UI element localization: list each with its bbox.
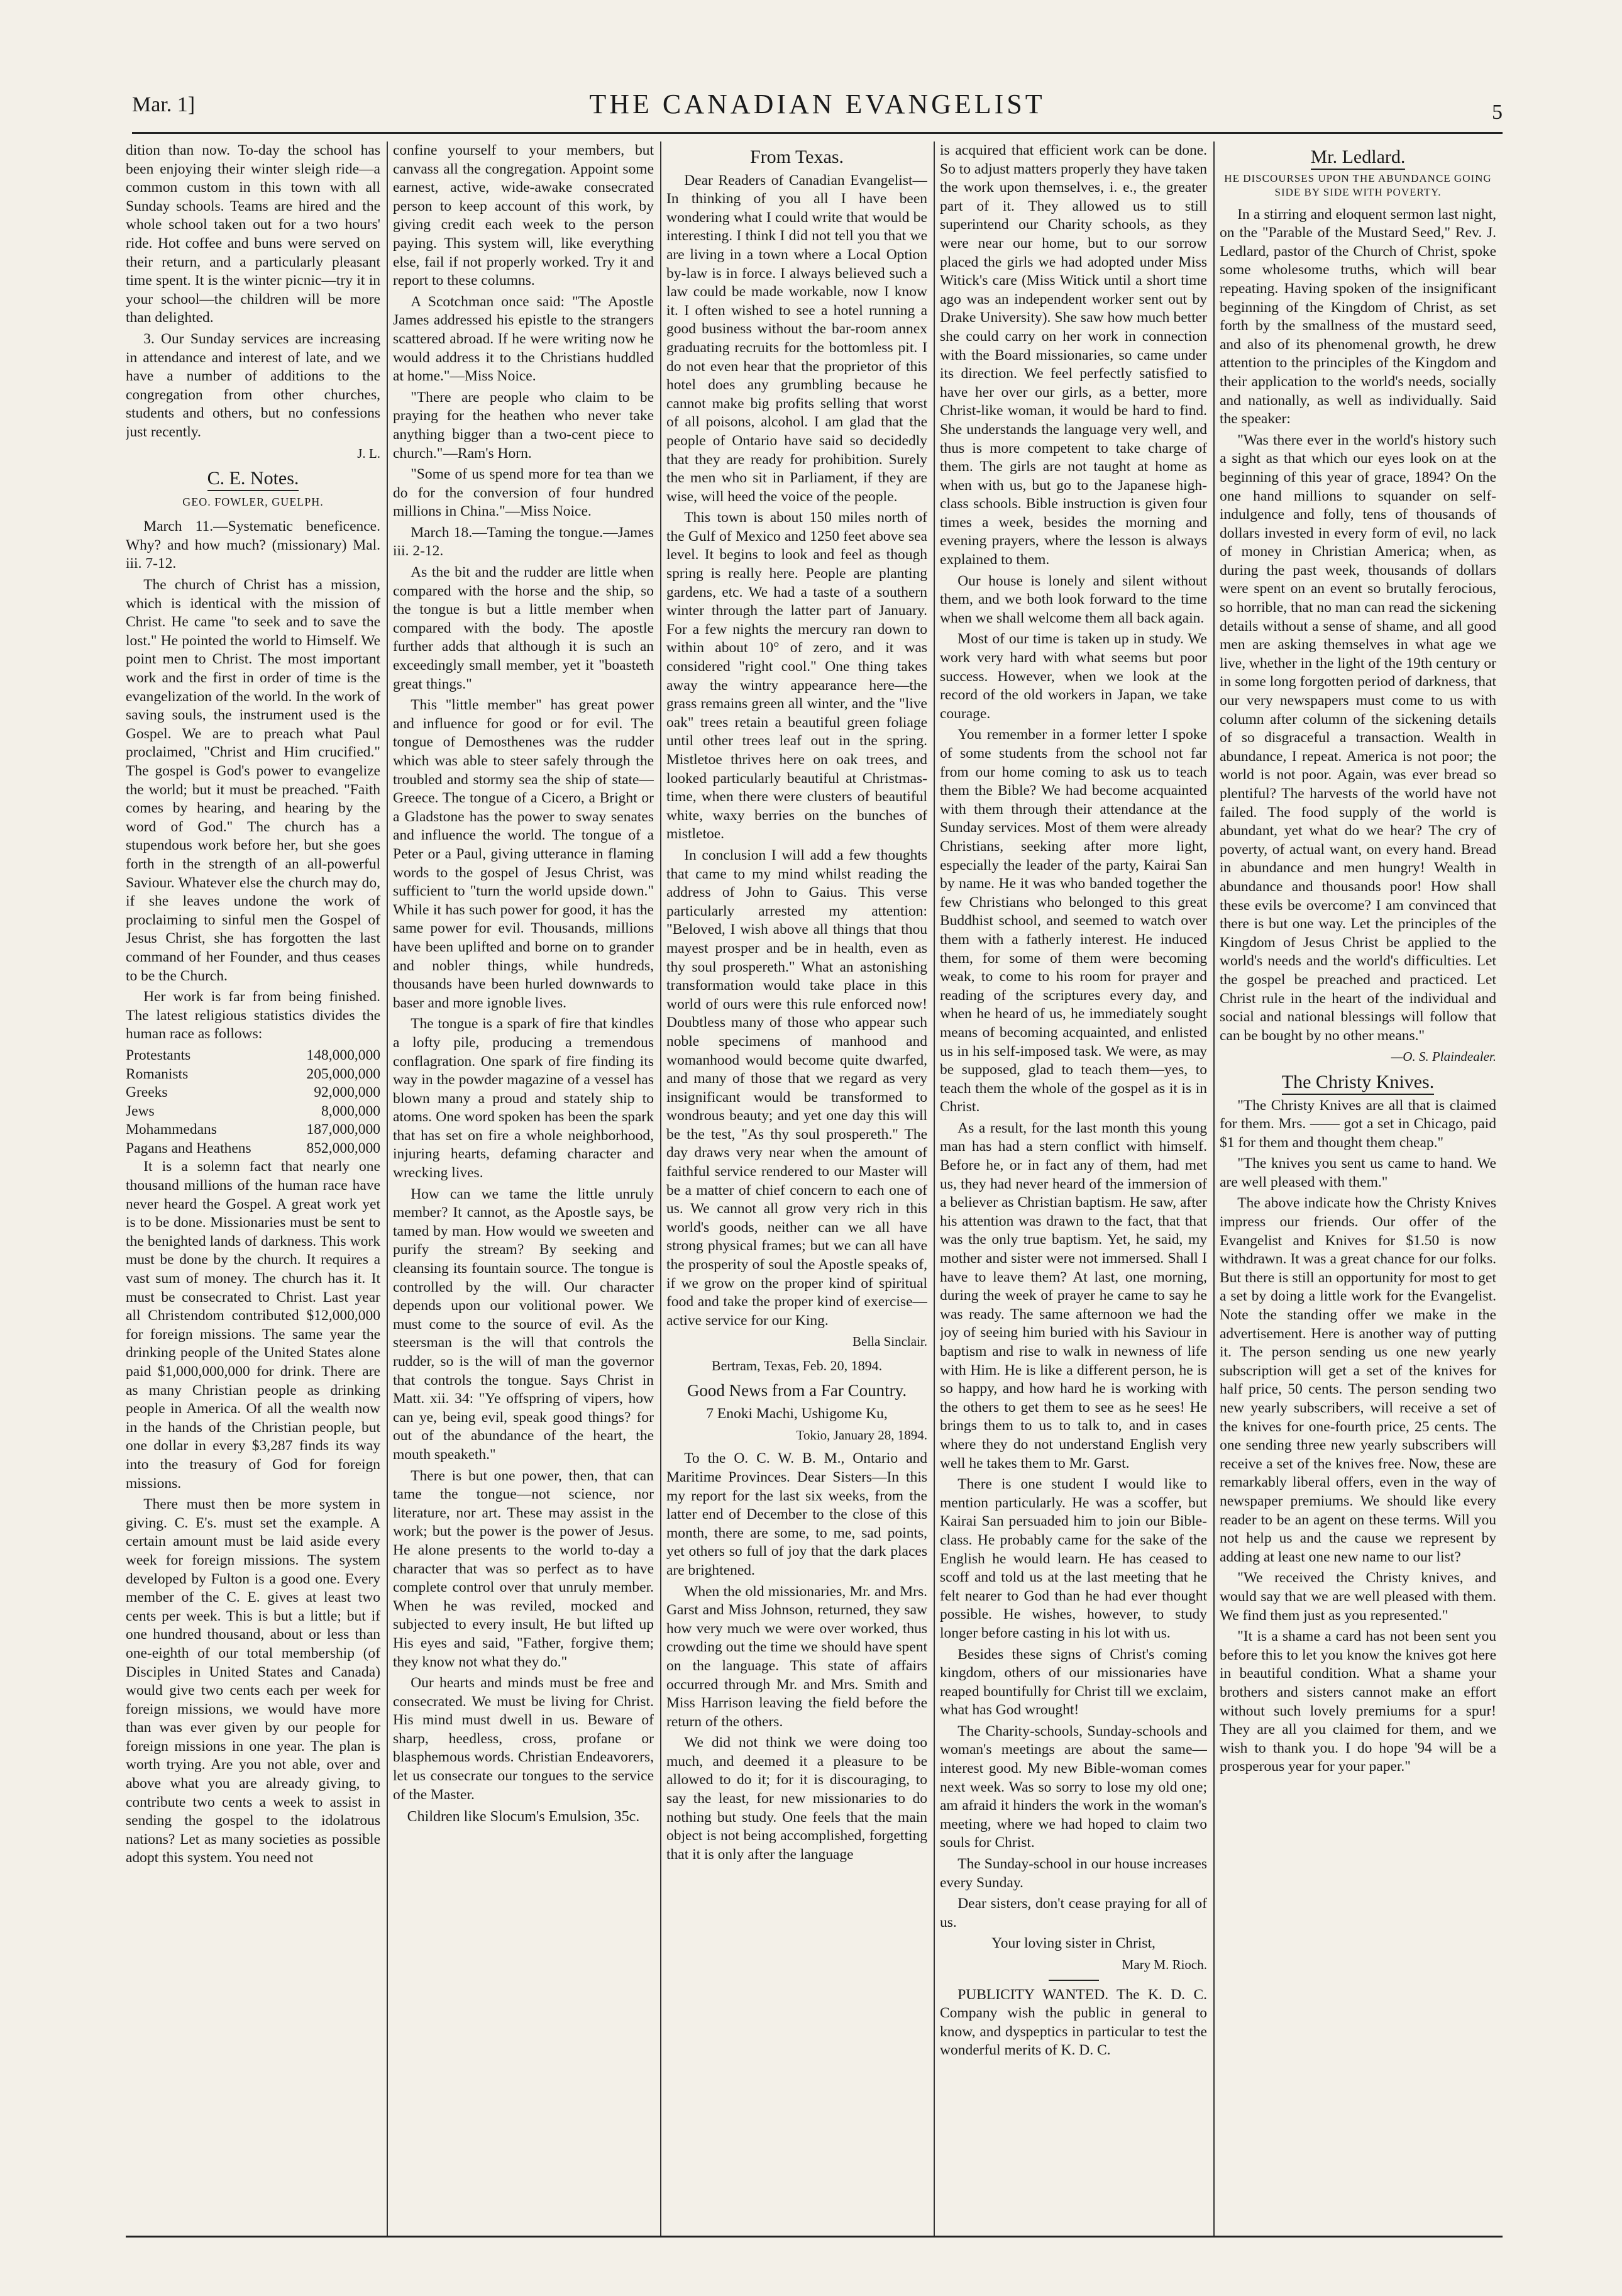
column-rule: [1213, 141, 1215, 2236]
testimonial-text: "It is a shame a card has not been sent you before this to let you know the knives got here in beautiful condition. What a shame your brothers and sisters cannot make an effort without such lovely premiums for a spur! They are all you claimed for them, and we wish to thank you. I do hope '94 will be a prosperous year for your paper.": [1220, 1628, 1496, 1775]
article-text: March 11.—Systematic beneficence. Why? and how much? (missionary) Mal. iii. 7-12.: [126, 518, 380, 572]
stat-row: Mohammedans 187,000,000: [126, 1121, 380, 1138]
article-text: is acquired that efficient work can be done. So to adjust matters properly they have taken the work upon themselves, i. e., the greater part of it. They allowed us to still superintend our Charity schools, as they were near our home, but to our sorrow placed the girls we had adopted under Miss Witick's care (Miss Witick until a short time ago was an independent worker sent out by Drake University). She saw how much better she could carry on her work in connection with the Board missionaries, so came under its direction. We feel perfectly satisfied to have her over our girls, as a better, more Christ-like woman, it would be hard to find. She understands the language very well, and thus is more competent to take charge of them. The girls are not taught at home as when with us, but go to the Japanese high-class schools. Bible instruction is given four times a week, besides the morning and evening prayers, where the lesson is always explained to them.: [940, 142, 1207, 568]
section-heading-ce-notes: C. E. Notes.: [126, 469, 380, 488]
article-text: The above indicate how the Christy Knives impress our friends. Our offer of the Evangelist and Knives for $1.50 is now withdrawn. It was a great chance for our folks. But there is still an opportunity for most to get a set by doing a little work for the Evangelist. Note the standing offer we make in the advertisement. Here is another way of putting it. The person sending us one new yearly subscription will get a set of the knives for half price, 50 cents. The person sending two new yearly subscribers, will receive a set of the knives for one-fourth price, 25 cents. The one sending three new yearly subscribers will receive a set of the knives free. Now, these are remarkably liberal offers, even in the way of newspaper premiums. We should like every reader to be an agent on these terms. Will you not help us and the cause we represent by adding at least one new name to our list?: [1220, 1195, 1496, 1565]
article-text: Our hearts and minds must be free and consecrated. We must be living for Christ. His mind must dwell in us. Beware of sharp, heedless, cross, profane or blasphemous words. Christian Endeavorers, let us consecrate our tongues to the service of the Master.: [393, 1675, 654, 1803]
stat-row: Romanists 205,000,000: [126, 1065, 380, 1082]
article-text: March 18.—Taming the tongue.—James iii. 2-12.: [393, 524, 654, 560]
article-text: This "little member" has great power and influence for good or for evil. The tongue of Demosthenes was the rudder which was able to steer safely through the troubled and stormy sea the ship of state—Greece. The tongue of a Cicero, a Bright or a Gladstone has the power to sway senates and influence the world. The tongue of a Peter or a Paul, giving utterance in flaming words to the gospel of Jesus Christ, was sufficient to "turn the world upside down." While it has such power for good, it has the same power for evil. Thousands, millions have been uplifted and borne on to grander and nobler things, while hundreds, thousands have been hurled downwards to baser and more ignoble lives.: [393, 697, 654, 1011]
article-text: The Sunday-school in our house increases every Sunday.: [940, 1856, 1207, 1891]
divider: [1049, 1980, 1099, 1981]
article-text: There must then be more system in giving. C. E's. must set the example. A certain amount must be laid aside every week for foreign missions. The system developed by Fulton is a good one. Every member of the C. E. gives at least two cents per week. This is but a little; but if one hundred thousand, about or less than one-eighth of our total membership (of Disciples in United States and Canada) would give two cents each per week for foreign missions, we would have more than was ever given by our people for foreign missions in one year. The plan is worth trying. Are you not able, over and above what you are already giving, to contribute two cents a week to assist in sending the gospel to the idolatrous nations? Let as many societies as possible adopt this system. You need not: [126, 1496, 380, 1866]
advertisement-kdc: PUBLICITY WANTED. The K. D. C. Company wish the public in general to know, and dyspeptics in particular to test the wonderful merits of K. D. C.: [940, 1986, 1207, 2059]
section-heading-christy-knives: The Christy Knives.: [1220, 1073, 1496, 1092]
advertisement-slocum: Children like Slocum's Emulsion, 35c.: [407, 1809, 640, 1826]
article-text: confine yourself to your members, but canvass all the congregation. Appoint some earnest, active, wide-awake consecrated person to keep account of this work, by giving credit each week to the person paying. This system will, like everything else, fail if not properly worked. Try it and report to these columns.: [393, 142, 654, 289]
section-heading-from-texas: From Texas.: [749, 147, 844, 167]
address-line: Tokio, January 28, 1894.: [796, 1427, 927, 1443]
column-1: [126, 141, 380, 2236]
page-number: 5: [1492, 101, 1503, 124]
article-text: Besides these signs of Christ's coming kingdom, others of our missionaries have reaped bountifully for Christ till we exclaim, what has God wrought!: [940, 1646, 1207, 1719]
article-text: You remember in a former letter I spoke of some students from the school not far from our home coming to ask us to teach them the Bible? We had become acquainted with them through their attendance at the Sunday services. Most of them were already Christians, seeking after more light, especially the leader of the party, Kairai San by name. He it was who banded together the few Christians who belonged to this great Buddhist school, and seemed to watch over them with a fatherly interest. He induced them, for some of them were becoming weak, to come to his room for prayer and reading of the scriptures every day, and when he heard of us, he immediately sought means of becoming acquainted, and enlisted us in his self-imposed task. We were, as may be supposed, glad to teach them—yes, to teach them the whole of the gospel as it is in Christ.: [940, 726, 1207, 1116]
article-text: Most of our time is taken up in study. We work very hard with what seems but poor success. However, when we look at the record of the old workers in Japan, we take courage.: [940, 631, 1207, 722]
testimonial-text: "The knives you sent us came to hand. We are well pleased with them.": [1220, 1155, 1496, 1190]
article-text: "Some of us spend more for tea than we do for the conversion of four hundred millions in China."—Miss Noice.: [393, 466, 654, 520]
article-text: Dear sisters, don't cease praying for all of us.: [940, 1895, 1207, 1931]
column-4: [940, 141, 1207, 2236]
article-text: "There are people who claim to be praying for the heathen who never take anything bigger than a two-cent piece to church."—Ram's Horn.: [393, 389, 654, 462]
article-text: In a stirring and eloquent sermon last night, on the "Parable of the Mustard Seed," Rev. J. Ledlard, pastor of the Church of Christ, spoke some wholesome truths, which will bear repeating. Having spoken of the insignificant beginning of the Kingdom of Christ, as set forth by the smallness of the mustard seed, and also of its phenomenal growth, he drew attention to the principles of the Kingdom and their application to the world's needs, socially and nationally, as well as individually. Said the speaker:: [1220, 206, 1496, 428]
article-text: As a result, for the last month this young man has had a stern conflict with himself. Before he, or in fact any of them, had met us, they had never heard of the immersion of a believer as Christian baptism. He saw, after his attention was drawn to the fact, that that was the only true baptism. Yet, he said, my mother and sister were not immersed. Shall I have to leave them? At last, one morning, during the week of prayer he came to say he was ready. The same afternoon we had the joy of seeing him buried with his Saviour in baptism and rise to walk in newness of life with Him. He is like a different person, he is so happy, and how hard he is working with the others to get them to see as he sees! He brings them to us to talk to, and in cases where they do not understand English very well he takes them to Mr. Garst.: [940, 1119, 1207, 1472]
page-header: [132, 88, 1503, 134]
article-text: "Was there ever in the world's history such a sight as that which our eyes look on at the beginning of this year of grace, 1894? On the one hand millions to squander on self-indulgence and folly, tens of thousands of dollars invested in every form of evil, no lack of money in Christian America; when, as during the past week, thousands of dollars were spent on an event so brutally ferocious, so horrible, that no man can read the sickening details without a sense of shame, and all good men are asking themselves in what age we live, whether in the light of the 19th century or in some long forgotten period of darkness, that our very newspapers must come to us with column after column of the sickening details of so disgraceful a transaction. Wealth in abundance, I repeat. America is not poor; the world is not poor. Again, was ever bread so plentiful? The harvests of the world have not failed. The food supply of the world is abundant, yet what do we hear? The cry of poverty, of actual want, on every hand. Bread in abundance and men hungry! Wealth in abundance and thousands poor! How shall these evils be overcome? I am convinced that there is but one way. Let the principles of the Kingdom of Jesus Christ be applied to the world's needs and the world's difficulties. Let the gospel be preached and practiced. Let Christ rule in the heart of the individual and social and national blessings will follow that can be bought by no other means.": [1220, 431, 1496, 1044]
testimonial-text: "The Christy Knives are all that is claimed for them. Mrs. —— got a set in Chicago, paid $1 for them and thought them cheap.": [1220, 1097, 1496, 1151]
article-text: There is but one power, then, that can tame the tongue—not science, nor literature, nor art. These may assist in the work; but the power is the power of Jesus. He alone presents to the world to-day a character that was so perfect as to have complete control over that unruly member. When he was reviled, mocked and subjected to every insult, He but lifted up His eyes and said, "Father, forgive them; they know not what they do.": [393, 1467, 654, 1670]
testimonial-text: "We received the Christy knives, and would say that we are well pleased with them. We find them just as you represented.": [1220, 1570, 1496, 1624]
article-text: To the O. C. W. B. M., Ontario and Maritime Provinces. Dear Sisters—In this my report for the last six weeks, from the latter end of December to the close of this month, there are some, to me, sad points, yet others so full of joy that the dark places are brightened.: [666, 1450, 927, 1578]
source-credit: —O. S. Plaindealer.: [1391, 1049, 1496, 1065]
column-3: [666, 141, 927, 2236]
article-text: dition than now. To-day the school has been enjoying their winter sleigh ride—a common custom in this town with all Sunday schools. Teams are hired and the whole school taken out for a two hours' ride. Hot coffee and buns were served on their return, and a particularly pleasant time spent. It is the winter picnic—try it in your school—the children will be more than delighted.: [126, 142, 380, 326]
column-rule: [934, 141, 935, 2236]
statistics-table: [126, 1046, 380, 1158]
address-line: 7 Enoki Machi, Ushigome Ku,: [706, 1406, 888, 1423]
stat-row: Jews 8,000,000: [126, 1102, 380, 1119]
article-text: We did not think we were doing too much, and deemed it a pleasure to be allowed to do it; for it is discouraging, to say the least, for new missionaries to do nothing but study. One feels that the main object is not being accomplished, forgetting that it is only after the language: [666, 1734, 927, 1863]
article-text: There is one student I would like to mention particularly. He was a scoffer, but Kairai San persuaded him to join our Bible-class. He probably came for the sake of the English he would learn. He has ceased to scoff and told us at the last meeting that he felt nearer to God than he had ever thought possible. He wishes, however, to study longer before casting in his lot with us.: [940, 1476, 1207, 1641]
article-text: How can we tame the little unruly member? It cannot, as the Apostle says, be tamed by man. How would we sweeten and purify the stream? By seeking and cleansing its fountain source. The tongue is controlled by the will. Our character depends upon our volitional power. We must come to the source of evil. As the steersman is the will that controls the rudder, so is the will of man the governor that controls the tongue. Says Christ in Matt. xii. 34: "Ye offspring of vipers, how can ye, being evil, speak good things? for out of the abundance of the heart, the mouth speaketh.": [393, 1185, 654, 1463]
bottom-rule: [126, 2236, 1503, 2238]
byline: GEO. FOWLER, GUELPH.: [182, 495, 324, 508]
signature: Bella Sinclair.: [852, 1334, 927, 1350]
column-5: [1220, 141, 1496, 2236]
stat-row: Pagans and Heathens 852,000,000: [126, 1140, 380, 1156]
column-2: [393, 141, 654, 2236]
article-text: As the bit and the rudder are little when compared with the horse and the ship, so the tongue is but a little member when compared with the body. The apostle further adds that although it is such an exceedingly small member, yet it "boasteth great things.": [393, 564, 654, 692]
article-text: A Scotchman once said: "The Apostle James addressed his epistle to the strangers scattered abroad. If he were writing now he would address it to the Christians huddled at home."—Miss Noice.: [393, 293, 654, 385]
stat-row: Protestants 148,000,000: [126, 1046, 380, 1063]
dateline: Bertram, Texas, Feb. 20, 1894.: [711, 1358, 883, 1373]
article-text: It is a solemn fact that nearly one thousand millions of the human race have never heard the Gospel. A great work yet is to be done. Missionaries must be sent to the benighted lands of darkness. This work must be done by the church. It requires a vast sum of money. The church has it. It must be consecrated to Christ. Last year all Christendom contributed $12,000,000 for foreign missions. The same year the drinking people of the United States alone paid $1,000,000,000 for drink. There are as many Christian people as drinking people in America. Of all the wealth now in the hands of the Christian people, but one dollar in every $3,287 finds its way into the treasury of God for foreign missions.: [126, 1158, 380, 1492]
section-heading-good-news: Good News from a Far Country.: [687, 1380, 907, 1400]
article-text: This town is about 150 miles north of the Gulf of Mexico and 1250 feet above sea level. It begins to look and feel as though spring is really here. People are planting gardens, etc. We had a taste of a southern winter through the latter part of January. For a few nights the mercury ran down to within about 10° of zero, and it was considered "right cool." One thing takes away the wintry appearance here—the grass remains green all winter, and the "live oak" trees retain a beautiful green foliage until other trees leaf out in the spring. Mistletoe thrives here on oak trees, and looked particularly beautiful at Christmas-time, when there were clusters of beautiful white, waxy berries on the bunches of mistletoe.: [666, 509, 927, 843]
masthead-title: THE CANADIAN EVANGELIST: [589, 89, 1045, 119]
signature: J. L.: [357, 445, 380, 461]
column-rule: [660, 141, 661, 2236]
article-text: In conclusion I will add a few thoughts that came to my mind whilst reading the address of John to Gaius. This verse particularly arrested my attention: "Beloved, I wish above all things that thou mayest prosper and be in health, even as thy soul prospereth." What an astonishing transformation would take place in this world of ours were this rule enforced now! Doubtless many of those who appear such noble specimens of manhood and womanhood would become quite dwarfed, and many of those that we regard as very insignificant would be transformed to wondrous beauty; and yet one day this will be the test, "As thy soul prospereth." The day draws very near when the amount of faithful service rendered to our Master will be a matter of chief concern to each one of us. We cannot all grow very rich in this world's goods, neither can we all have strong physical frames; but we can all have the prosperity of soul the Apostle speaks of, if we grow on the proper kind of spiritual food and take the proper kind of exercise—active service for our King.: [666, 846, 927, 1329]
subtitle: HE DISCOURSES UPON THE ABUNDANCE GOING SIDE BY SIDE WITH POVERTY.: [1224, 172, 1492, 198]
article-text: Our house is lonely and silent without them, and we both look forward to the time when we shall welcome them all back again.: [940, 572, 1207, 626]
issue-date: Mar. 1]: [132, 93, 196, 116]
article-text: Dear Readers of Canadian Evangelist—In thinking of you all I have been wondering what I could write that would be interesting. I think I did not tell you that we are living in a town where a Local Option by-law is in force. I always believed such a law could be made workable, now I know it. I often wished to see a hotel running a good business without the bar-room annex graduating recruits for the bottomless pit. I do not even hear that the proprietor of this hotel does any grumbling because he cannot make big profits selling that worst of all poisons, alcohol. I am glad that the people of Ontario have said so decidedly that they are ready for prohibition. Surely the men who sit in Parliament, if they are wise, will heed the voice of the people.: [666, 172, 927, 505]
column-rule: [387, 141, 388, 2236]
signature: Your loving sister in Christ,: [991, 1935, 1156, 1952]
article-text: When the old missionaries, Mr. and Mrs. Garst and Miss Johnson, returned, they saw how very much we were over worked, thus crowding out the time we should have spent on the language. This state of affairs occurred through Mr. and Mrs. Smith and Miss Harrison leaving the field before the return of the others.: [666, 1583, 927, 1730]
stat-row: Greeks 92,000,000: [126, 1084, 380, 1101]
article-text: The Charity-schools, Sunday-schools and woman's meetings are about the same—interest good. My new Bible-woman comes next week. Was so sorry to lose my old one; am afraid it hinders the work in the woman's meeting, where we had hoped to claim two souls for Christ.: [940, 1722, 1207, 1851]
signature: Mary M. Rioch.: [1122, 1957, 1207, 1972]
article-text: The church of Christ has a mission, which is identical with the mission of Christ. He came "to seek and to save the lost." He pointed the world to Himself. We point men to Christ. The most important work and the first in order of time is the evangelization of the world. In the work of saving souls, the instrument used is the Gospel. We are to preach what Paul proclaimed, "Christ and Him crucified." The gospel is God's power to evangelize the world; but it must be preached. "Faith comes by hearing, and hearing by the word of God." The church has a stupendous work before her, but she goes forth in the strength of an all-powerful Saviour. Whatever else the church may do, if she leaves undone the work of proclaiming to sinful men the Gospel of Jesus Christ, she has forgotten the last command of her Founder, and thus ceases to be the Church.: [126, 577, 380, 984]
article-text: 3. Our Sunday services are increasing in attendance and interest of late, and we have a number of additions to the congregation from other churches, students and others, but no confessions just recently.: [126, 330, 380, 440]
section-heading-mr-ledlard: Mr. Ledlard.: [1220, 148, 1496, 167]
article-text: The tongue is a spark of fire that kindles a lofty pile, producing a tremendous conflagration. One spark of fire finding its way in the powder magazine of a vessel has blown many a proud and stately ship to atoms. One word spoken has been the spark that has set on fire a whole neighborhood, injuring hearts, defaming character and wrecking lives.: [393, 1016, 654, 1182]
article-text: Her work is far from being finished. The latest religious statistics divides the human race as follows:: [126, 989, 380, 1043]
